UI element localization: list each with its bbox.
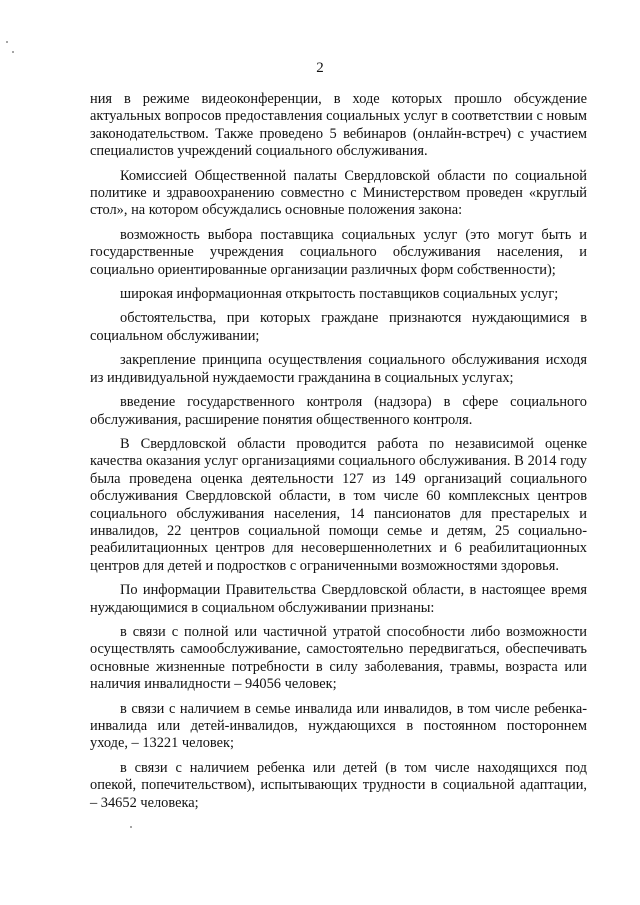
page-number: 2 <box>316 60 324 76</box>
list-item: в связи с наличием в семье инвалида или инвалидов, в том числе ребенка-инвалида или детей-инвалидов, нуждающихся в постоянном постороннем уходе, – 13221 человек; <box>90 700 587 752</box>
paragraph: По информации Правительства Свердловской области, в настоящее время нуждающимися в социальном обслуживании признаны: <box>90 582 587 616</box>
paragraph: Комиссией Общественной палаты Свердловской области по социальной политике и здравоохранению совместно с Министерством проведен «круглый стол», на котором обсуждались основные положения закона: <box>90 167 587 219</box>
list-item: широкая информационная открытость поставщиков социальных услуг; <box>120 286 559 303</box>
paragraph: В Свердловской области проводится работа по независимой оценке качества оказания услуг организациями социального обслуживания. В 2014 году была проведена оценка деятельности 127 из 149 организаций социального обслуживания Свердловской области, в том числе 60 комплексных центров социального обслуживания населения, 14 пансионатов для престарелых и инвалидов, 22 центров социальной помощи семье и детям, 25 социально-реабилитационных центров для несовершеннолетних и 6 реабилитационных центров для детей и подростков с ограниченными возможностями здоровья. <box>90 435 587 574</box>
scan-speck <box>130 826 132 828</box>
list-item: закрепление принципа осуществления социального обслуживания исходя из индивидуальной нуждаемости гражданина в социальных услугах; <box>90 352 587 386</box>
list-item: в связи с полной или частичной утратой способности либо возможности осуществлять самообслуживание, самостоятельно передвигаться, обеспечивать основные жизненные потребности в силу заболевания, травмы, возраста или наличия инвалидности – 94056 человек; <box>90 623 587 693</box>
scan-speck <box>6 41 8 43</box>
document-body <box>90 91 587 819</box>
list-item: обстоятельства, при которых граждане признаются нуждающимися в социальном обслуживании; <box>90 310 587 344</box>
scan-speck <box>12 51 14 53</box>
list-item: введение государственного контроля (надзора) в сфере социального обслуживания, расширение понятия общественного контроля. <box>90 394 587 428</box>
paragraph: ния в режиме видеоконференции, в ходе которых прошло обсуждение актуальных вопросов предоставления социальных услуг в соответствии с новым законодательством. Также проведено 5 вебинаров (онлайн-встреч) с участием специалистов учреждений социального обслуживания. <box>90 91 587 160</box>
list-item: возможность выбора поставщика социальных услуг (это могут быть и государственные учреждения социального обслуживания населения, и социально ориентированные организации различных форм собственности); <box>90 226 587 278</box>
list-item: в связи с наличием ребенка или детей (в том числе находящихся под опекой, попечительством), испытывающих трудности в социальной адаптации, – 34652 человека; <box>90 759 587 811</box>
